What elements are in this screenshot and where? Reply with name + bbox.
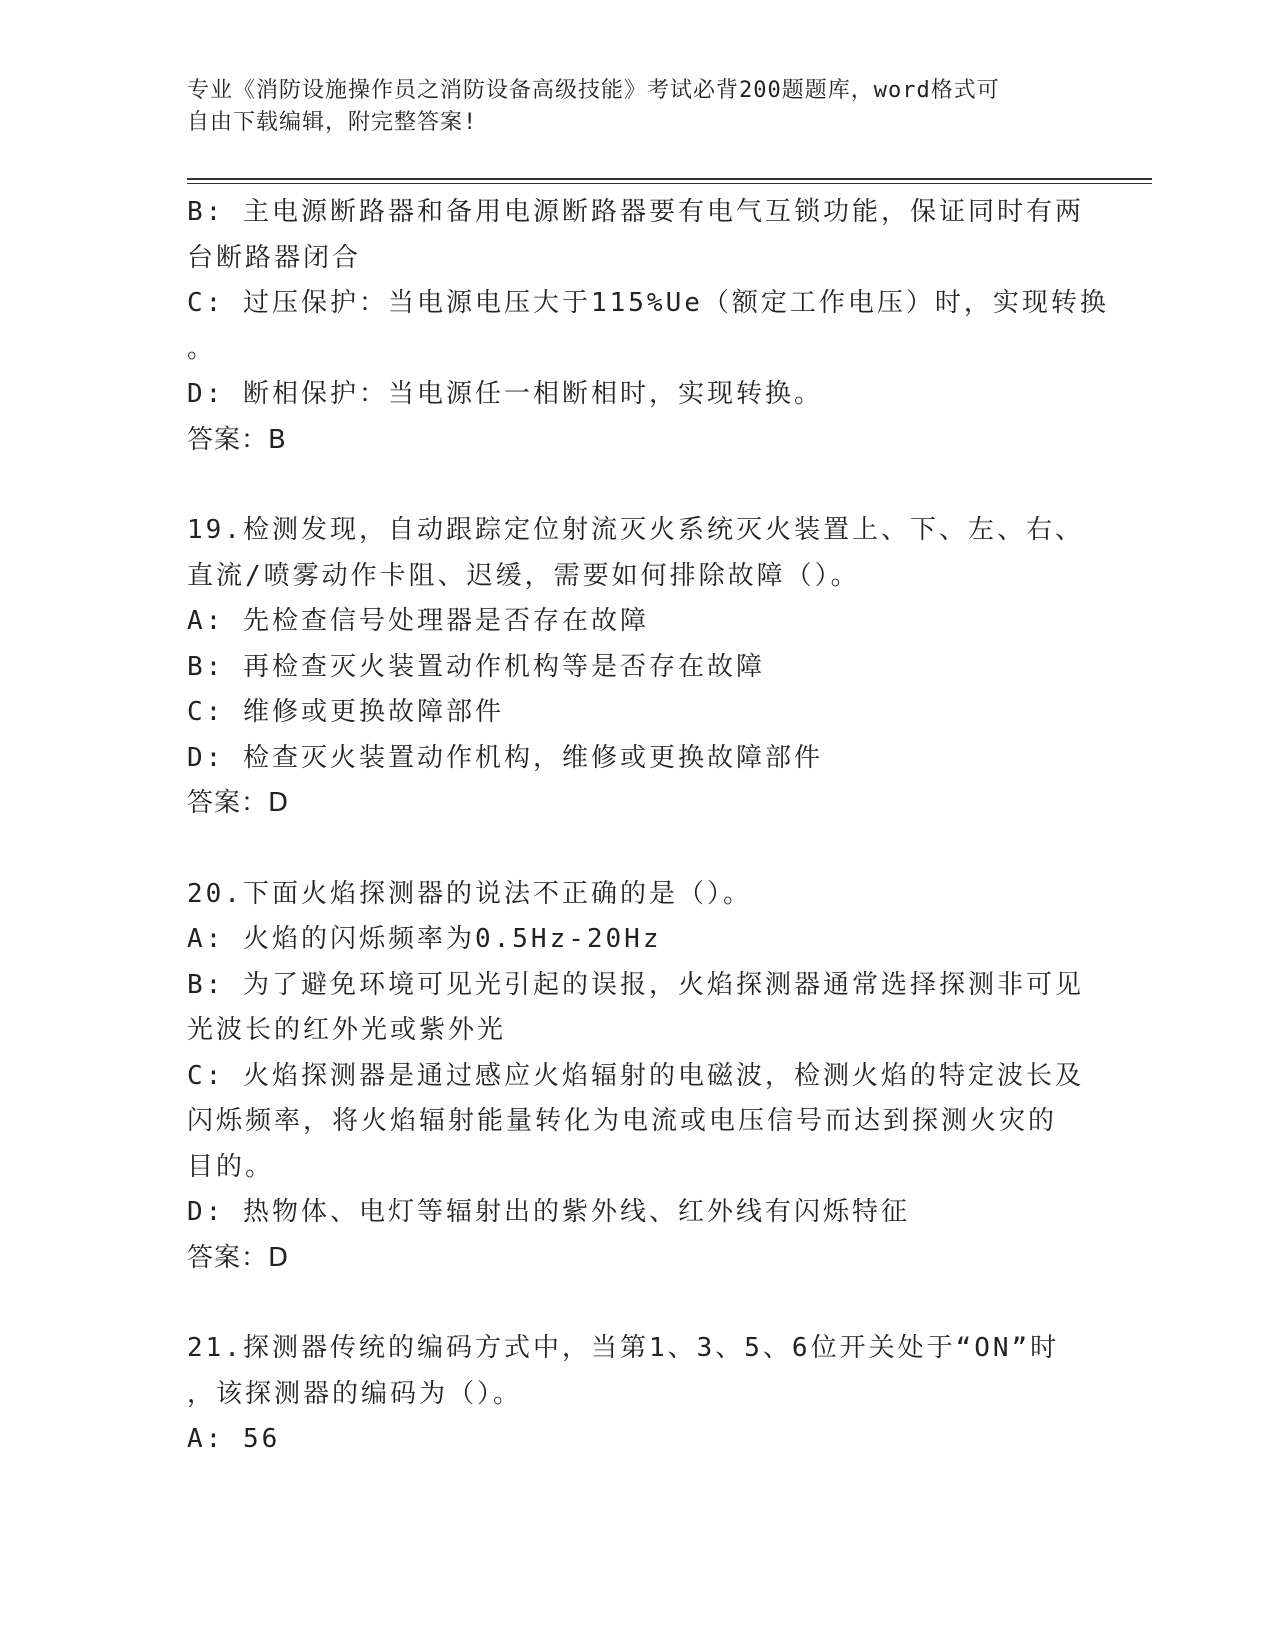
question-stem-line-1: 21.探测器传统的编码方式中，当第1、3、5、6位开关处于“ON”时 <box>187 1333 1060 1363</box>
option-c-line-1: C: 过压保护：当电源电压大于115%Ue（额定工作电压）时，实现转换 <box>187 288 1109 318</box>
option-b-line-1: B: 为了避免环境可见光引起的误报，火焰探测器通常选择探测非可见 <box>187 969 1084 1000</box>
answer-label: 答案：D <box>187 788 290 818</box>
option-c-line-3: 目的。 <box>187 1151 275 1182</box>
question-19 <box>187 508 1087 827</box>
document-body <box>187 190 1109 1463</box>
question-stem-line-1: 19.检测发现，自动跟踪定位射流灭火系统灭火装置上、下、左、右、 <box>187 515 1084 545</box>
answer-label: 答案：B <box>187 424 287 455</box>
option-c-line-2: 闪烁频率，将火焰辐射能量转化为电流或电压信号而达到探测火灾的 <box>187 1106 1058 1136</box>
option-c-line-2: 。 <box>187 333 217 364</box>
question-stem-line-1: 20.下面火焰探测器的说法不正确的是（）。 <box>187 878 752 909</box>
option-b-line-2: 台断路器闭合 <box>187 242 362 273</box>
answer-label: 答案：D <box>187 1242 290 1273</box>
option-d: D: 检查灭火装置动作机构，维修或更换故障部件 <box>187 742 823 773</box>
option-a-line-1: A: 火焰的闪烁频率为0.5Hz-20Hz <box>187 924 662 954</box>
option-c: C: 维修或更换故障部件 <box>187 697 504 727</box>
option-b-line-2: 光波长的红外光或紫外光 <box>187 1015 507 1045</box>
header-line-1: 专业《消防设施操作员之消防设备高级技能》考试必背200题题库，word格式可 <box>187 78 1000 103</box>
option-b: B: 再检查灭火装置动作机构等是否存在故障 <box>187 651 765 682</box>
option-b-line-1: B: 主电源断路器和备用电源断路器要有电气互锁功能，保证同时有两 <box>187 197 1084 227</box>
option-a: A: 先检查信号处理器是否存在故障 <box>187 606 649 636</box>
option-a: A: 56 <box>187 1424 281 1454</box>
option-d-line-1: D: 热物体、电灯等辐射出的紫外线、红外线有闪烁特征 <box>187 1197 910 1227</box>
question-stem-line-2: ，该探测器的编码为（）。 <box>187 1378 523 1409</box>
question-21 <box>187 1326 1087 1463</box>
header-line-2: 自由下载编辑，附完整答案! <box>187 110 478 135</box>
question-stem-line-2: 直流/喷雾动作卡阻、迟缓，需要如何排除故障（）。 <box>187 560 860 591</box>
document-header <box>187 75 1087 139</box>
question-20 <box>187 872 1087 1282</box>
prev-question <box>187 190 1109 463</box>
option-d-line-1: D: 断相保护：当电源任一相断相时，实现转换。 <box>187 379 823 409</box>
option-c-line-1: C: 火焰探测器是通过感应火焰辐射的电磁波，检测火焰的特定波长及 <box>187 1060 1084 1091</box>
header-divider-thin <box>187 183 1152 184</box>
header-divider-thick <box>187 178 1152 180</box>
